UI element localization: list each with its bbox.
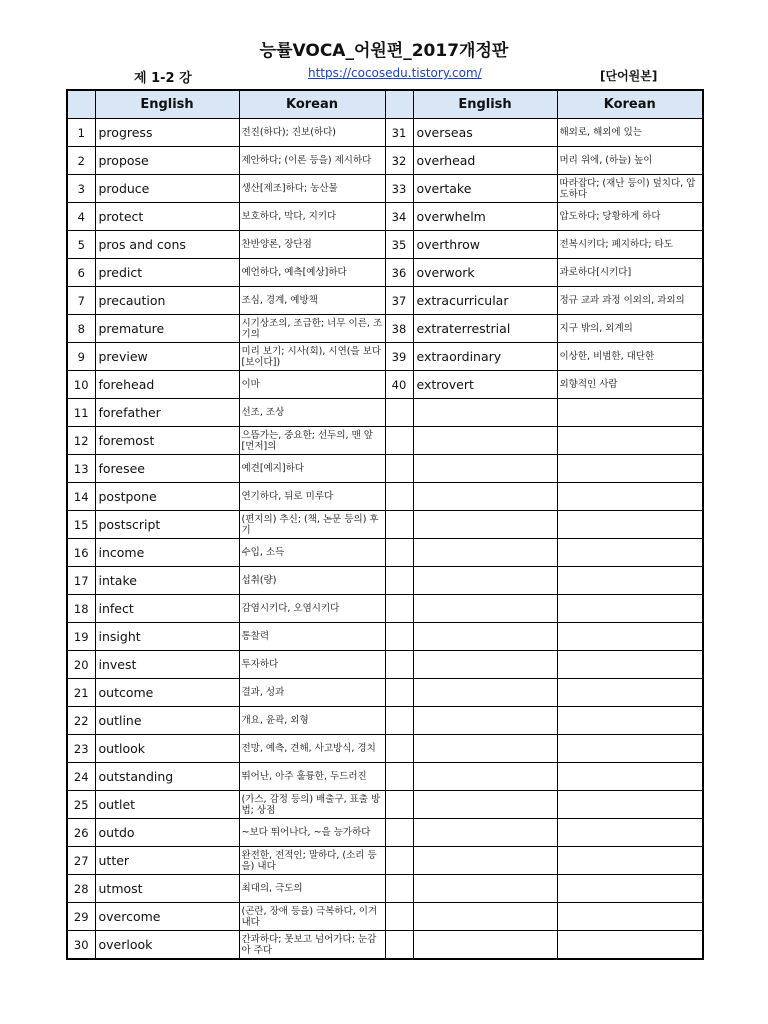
empty-cell xyxy=(413,707,557,735)
korean-meaning: 예언하다, 예측[예상]하다 xyxy=(239,259,385,287)
word-number: 39 xyxy=(385,343,413,371)
empty-cell xyxy=(413,819,557,847)
empty-cell xyxy=(385,455,413,483)
word-number: 17 xyxy=(67,567,95,595)
word-number: 7 xyxy=(67,287,95,315)
english-word: premature xyxy=(95,315,239,343)
english-word: predict xyxy=(95,259,239,287)
english-word: outcome xyxy=(95,679,239,707)
english-word: invest xyxy=(95,651,239,679)
korean-meaning: 연기하다, 뒤로 미루다 xyxy=(239,483,385,511)
word-number: 27 xyxy=(67,847,95,875)
word-number: 32 xyxy=(385,147,413,175)
korean-meaning: 결과, 성과 xyxy=(239,679,385,707)
english-word: protect xyxy=(95,203,239,231)
korean-meaning: 간과하다; 못보고 넘어가다; 눈감아 주다 xyxy=(239,931,385,960)
table-row xyxy=(67,567,703,595)
table-row xyxy=(67,679,703,707)
empty-cell xyxy=(557,595,703,623)
empty-cell xyxy=(385,707,413,735)
table-row xyxy=(67,595,703,623)
english-word: utter xyxy=(95,847,239,875)
english-word: extraterrestrial xyxy=(413,315,557,343)
empty-cell xyxy=(557,903,703,931)
korean-meaning: 감염시키다, 오염시키다 xyxy=(239,595,385,623)
word-number: 10 xyxy=(67,371,95,399)
korean-meaning: 이마 xyxy=(239,371,385,399)
english-word: overwork xyxy=(413,259,557,287)
table-row xyxy=(67,539,703,567)
empty-cell xyxy=(413,511,557,539)
english-word: extrovert xyxy=(413,371,557,399)
empty-cell xyxy=(557,791,703,819)
source-link[interactable]: https://cocosedu.tistory.com/ xyxy=(308,66,482,80)
english-word: overhead xyxy=(413,147,557,175)
word-number: 4 xyxy=(67,203,95,231)
column-header-english-left: English xyxy=(95,90,239,119)
empty-cell xyxy=(385,791,413,819)
word-number: 15 xyxy=(67,511,95,539)
table-row xyxy=(67,707,703,735)
english-word: outlook xyxy=(95,735,239,763)
english-word: infect xyxy=(95,595,239,623)
word-number: 18 xyxy=(67,595,95,623)
korean-meaning: 이상한, 비범한, 대단한 xyxy=(557,343,703,371)
korean-meaning: 제안하다; (이론 등을) 제시하다 xyxy=(239,147,385,175)
word-number: 37 xyxy=(385,287,413,315)
table-row xyxy=(67,791,703,819)
empty-cell xyxy=(385,483,413,511)
word-number: 19 xyxy=(67,623,95,651)
english-word: postpone xyxy=(95,483,239,511)
english-word: outline xyxy=(95,707,239,735)
korean-meaning: 보호하다, 막다, 지키다 xyxy=(239,203,385,231)
empty-cell xyxy=(557,931,703,960)
empty-cell xyxy=(413,875,557,903)
empty-cell xyxy=(385,567,413,595)
word-number: 22 xyxy=(67,707,95,735)
vocabulary-table xyxy=(66,89,704,960)
word-number: 11 xyxy=(67,399,95,427)
english-word: overcome xyxy=(95,903,239,931)
korean-meaning: 예견[예지]하다 xyxy=(239,455,385,483)
empty-cell xyxy=(385,539,413,567)
empty-cell xyxy=(413,735,557,763)
english-word: progress xyxy=(95,119,239,147)
table-row xyxy=(67,399,703,427)
english-word: insight xyxy=(95,623,239,651)
korean-meaning: 개요, 윤곽, 외형 xyxy=(239,707,385,735)
table-header-row xyxy=(67,90,703,119)
source-tag: [단어원본] xyxy=(600,69,658,83)
empty-cell xyxy=(557,399,703,427)
table-row xyxy=(67,427,703,455)
word-number: 1 xyxy=(67,119,95,147)
english-word: produce xyxy=(95,175,239,203)
table-row xyxy=(67,231,703,259)
korean-meaning: (곤란, 장애 등을) 극복하다, 이겨내다 xyxy=(239,903,385,931)
korean-meaning: 전망, 예측, 견해, 사고방식, 경치 xyxy=(239,735,385,763)
table-row xyxy=(67,819,703,847)
lesson-label: 제 1-2 강 xyxy=(134,71,192,86)
english-word: overthrow xyxy=(413,231,557,259)
empty-cell xyxy=(413,791,557,819)
empty-cell xyxy=(385,931,413,960)
empty-cell xyxy=(557,567,703,595)
english-word: foresee xyxy=(95,455,239,483)
english-word: outstanding xyxy=(95,763,239,791)
english-word: overseas xyxy=(413,119,557,147)
english-word: overtake xyxy=(413,175,557,203)
table-row xyxy=(67,371,703,399)
empty-cell xyxy=(557,819,703,847)
empty-cell xyxy=(557,651,703,679)
empty-cell xyxy=(385,427,413,455)
empty-cell xyxy=(385,595,413,623)
korean-meaning: 선조, 조상 xyxy=(239,399,385,427)
empty-cell xyxy=(385,819,413,847)
word-number: 33 xyxy=(385,175,413,203)
english-word: intake xyxy=(95,567,239,595)
table-row xyxy=(67,847,703,875)
empty-cell xyxy=(557,847,703,875)
word-number: 34 xyxy=(385,203,413,231)
empty-cell xyxy=(385,847,413,875)
empty-cell xyxy=(557,763,703,791)
english-word: pros and cons xyxy=(95,231,239,259)
empty-cell xyxy=(413,651,557,679)
empty-cell xyxy=(557,511,703,539)
table-row xyxy=(67,259,703,287)
table-row xyxy=(67,763,703,791)
word-number: 23 xyxy=(67,735,95,763)
word-number: 3 xyxy=(67,175,95,203)
empty-cell xyxy=(557,623,703,651)
english-word: preview xyxy=(95,343,239,371)
korean-meaning: 외향적인 사람 xyxy=(557,371,703,399)
table-row xyxy=(67,651,703,679)
empty-cell xyxy=(385,763,413,791)
english-word: postscript xyxy=(95,511,239,539)
korean-meaning: 미리 보기; 시사(회), 시연(을 보다[보이다]) xyxy=(239,343,385,371)
empty-cell xyxy=(413,567,557,595)
empty-cell xyxy=(413,455,557,483)
table-row xyxy=(67,511,703,539)
empty-cell xyxy=(557,455,703,483)
empty-cell xyxy=(557,483,703,511)
word-number: 9 xyxy=(67,343,95,371)
word-number: 30 xyxy=(67,931,95,960)
empty-cell xyxy=(413,847,557,875)
korean-meaning: 통찰력 xyxy=(239,623,385,651)
column-header-english-right: English xyxy=(413,90,557,119)
korean-meaning: 투자하다 xyxy=(239,651,385,679)
korean-meaning: 해외로, 해외에 있는 xyxy=(557,119,703,147)
word-number: 24 xyxy=(67,763,95,791)
empty-cell xyxy=(557,707,703,735)
table-row xyxy=(67,875,703,903)
korean-meaning: 찬반양론, 장단점 xyxy=(239,231,385,259)
word-number: 21 xyxy=(67,679,95,707)
english-word: outdo xyxy=(95,819,239,847)
word-number: 31 xyxy=(385,119,413,147)
korean-meaning: 머리 위에, (하늘) 높이 xyxy=(557,147,703,175)
korean-meaning: 수입, 소득 xyxy=(239,539,385,567)
empty-cell xyxy=(557,679,703,707)
document-title: 능률VOCA_어원편_2017개정판 xyxy=(259,41,509,61)
korean-meaning: 지구 밖의, 외계의 xyxy=(557,315,703,343)
english-word: forefather xyxy=(95,399,239,427)
english-word: income xyxy=(95,539,239,567)
korean-meaning: 시기상조의, 조급한; 너무 이른, 조기의 xyxy=(239,315,385,343)
empty-cell xyxy=(385,623,413,651)
korean-meaning: 완전한, 전적인; 말하다, (소리 등을) 내다 xyxy=(239,847,385,875)
word-number: 36 xyxy=(385,259,413,287)
table-row xyxy=(67,287,703,315)
english-word: utmost xyxy=(95,875,239,903)
empty-cell xyxy=(385,875,413,903)
korean-meaning: 전복시키다; 폐지하다; 타도 xyxy=(557,231,703,259)
empty-cell xyxy=(413,623,557,651)
word-number: 25 xyxy=(67,791,95,819)
korean-meaning: 뛰어난, 아주 훌륭한, 두드러진 xyxy=(239,763,385,791)
english-word: overlook xyxy=(95,931,239,960)
empty-cell xyxy=(557,875,703,903)
word-number: 26 xyxy=(67,819,95,847)
empty-cell xyxy=(413,483,557,511)
korean-meaning: 섭취(량) xyxy=(239,567,385,595)
english-word: forehead xyxy=(95,371,239,399)
table-row xyxy=(67,119,703,147)
korean-meaning: 정규 교과 과정 이외의, 과외의 xyxy=(557,287,703,315)
table-row xyxy=(67,623,703,651)
empty-cell xyxy=(385,735,413,763)
korean-meaning: 과로하다[시키다] xyxy=(557,259,703,287)
empty-cell xyxy=(413,399,557,427)
column-header-korean-right: Korean xyxy=(557,90,703,119)
english-word: overwhelm xyxy=(413,203,557,231)
korean-meaning: 압도하다; 당황하게 하다 xyxy=(557,203,703,231)
korean-meaning: 생산[제조]하다; 농산물 xyxy=(239,175,385,203)
empty-cell xyxy=(413,679,557,707)
word-number: 40 xyxy=(385,371,413,399)
english-word: extracurricular xyxy=(413,287,557,315)
empty-cell xyxy=(385,679,413,707)
empty-cell xyxy=(557,735,703,763)
korean-meaning: (편지의) 추신; (책, 논문 등의) 후기 xyxy=(239,511,385,539)
word-number: 38 xyxy=(385,315,413,343)
word-number: 29 xyxy=(67,903,95,931)
empty-cell xyxy=(413,931,557,960)
table-row xyxy=(67,455,703,483)
word-number: 20 xyxy=(67,651,95,679)
empty-cell xyxy=(413,595,557,623)
korean-meaning: 전진(하다); 진보(하다) xyxy=(239,119,385,147)
word-number: 16 xyxy=(67,539,95,567)
english-word: foremost xyxy=(95,427,239,455)
empty-cell xyxy=(385,399,413,427)
korean-meaning: 최대의, 극도의 xyxy=(239,875,385,903)
english-word: precaution xyxy=(95,287,239,315)
word-number: 8 xyxy=(67,315,95,343)
word-number: 12 xyxy=(67,427,95,455)
korean-meaning: 으뜸가는, 중요한; 선두의, 맨 앞[먼저]의 xyxy=(239,427,385,455)
korean-meaning: (가스, 감정 등의) 배출구, 표출 방법; 상점 xyxy=(239,791,385,819)
empty-cell xyxy=(413,903,557,931)
english-word: extraordinary xyxy=(413,343,557,371)
word-number: 2 xyxy=(67,147,95,175)
empty-cell xyxy=(385,511,413,539)
empty-cell xyxy=(385,651,413,679)
table-row xyxy=(67,903,703,931)
column-header-korean-left: Korean xyxy=(239,90,385,119)
table-row xyxy=(67,147,703,175)
empty-cell xyxy=(557,427,703,455)
word-number: 28 xyxy=(67,875,95,903)
table-row xyxy=(67,735,703,763)
empty-cell xyxy=(413,427,557,455)
column-number-right xyxy=(385,90,413,119)
empty-cell xyxy=(557,539,703,567)
word-number: 6 xyxy=(67,259,95,287)
korean-meaning: 조심, 경계, 예방책 xyxy=(239,287,385,315)
table-row xyxy=(67,315,703,343)
empty-cell xyxy=(413,763,557,791)
empty-cell xyxy=(385,903,413,931)
table-row xyxy=(67,175,703,203)
word-number: 5 xyxy=(67,231,95,259)
table-row xyxy=(67,343,703,371)
korean-meaning: 따라잡다; (재난 등이) 덮치다, 압도하다 xyxy=(557,175,703,203)
english-word: outlet xyxy=(95,791,239,819)
empty-cell xyxy=(413,539,557,567)
table-row xyxy=(67,931,703,960)
word-number: 35 xyxy=(385,231,413,259)
table-row xyxy=(67,483,703,511)
english-word: propose xyxy=(95,147,239,175)
word-number: 13 xyxy=(67,455,95,483)
column-number-left xyxy=(67,90,95,119)
table-row xyxy=(67,203,703,231)
korean-meaning: ~보다 뛰어나다, ~을 능가하다 xyxy=(239,819,385,847)
word-number: 14 xyxy=(67,483,95,511)
